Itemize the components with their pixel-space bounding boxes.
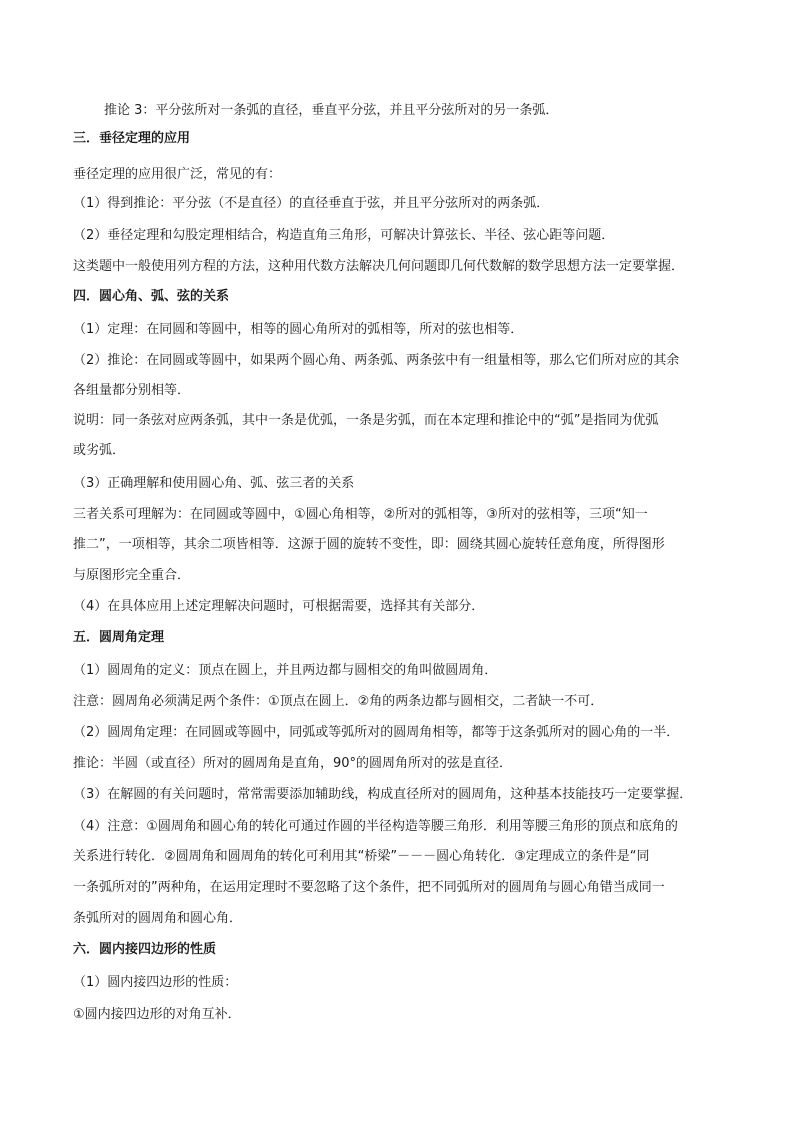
paragraph: （1）定理：在同圆和等圆中，相等的圆心角所对的弧相等，所对的弦也相等． (73, 322, 524, 337)
paragraph: （4）注意：①圆周角和圆心角的转化可通过作圆的半径构造等腰三角形．利用等腰三角形的顶点和底角的 (73, 819, 678, 834)
paragraph: （2）圆周角定理：在同圆或等圆中，同弧或等弧所对的圆周角相等，都等于这条弧所对的圆心角的一半． (73, 725, 680, 740)
paragraph: 三者关系可理解为：在同圆或等圆中，①圆心角相等，②所对的弧相等，③所对的弦相等，三项“知一 (73, 507, 648, 522)
paragraph: （4）在具体应用上述定理解决问题时，可根据需要，选择其有关部分． (73, 599, 485, 614)
paragraph: （1）圆周角的定义：顶点在圆上，并且两边都与圆相交的角叫做圆周角． (73, 663, 498, 678)
paragraph: （2）推论：在同圆或等圆中，如果两个圆心角、两条弧、两条弦中有一组量相等，那么它们所对应的其余 (73, 353, 680, 368)
paragraph: （3）正确理解和使用圆心角、弧、弦三者的关系 (73, 476, 355, 491)
paragraph: 这类题中一般使用列方程的方法，这种用代数方法解决几何问题即几何代数解的数学思想方法一定要掌握． (73, 259, 685, 274)
section-6-heading: 六．圆内接四边形的性质 (73, 942, 217, 957)
paragraph: （1）圆内接四边形的性质： (73, 975, 238, 990)
paragraph: 垂径定理的应用很广泛，常见的有： (73, 167, 282, 182)
paragraph: 说明：同一条弦对应两条弧，其中一条是优弧，一条是劣弧，而在本定理和推论中的“弧”是指同为优弧 (73, 413, 659, 428)
paragraph: 推二”，一项相等，其余二项皆相等．这源于圆的旋转不变性，即：圆绕其圆心旋转任意角度，所得图形 (73, 537, 665, 552)
paragraph: 一条弧所对的”两种角，在运用定理时不要忽略了这个条件，把不同弧所对的圆周角与圆心角错当成同一 (73, 880, 665, 895)
section-3-heading: 三．垂径定理的应用 (73, 131, 191, 146)
corollary-3: 推论 3：平分弦所对一条弧的直径，垂直平分弦，并且平分弦所对的另一条弧． (104, 103, 559, 118)
paragraph: 注意：圆周角必须满足两个条件：①顶点在圆上．②角的两条边都与圆相交，二者缺一不可． (73, 694, 604, 709)
paragraph: 与原图形完全重合． (73, 568, 191, 583)
section-5-heading: 五．圆周角定理 (73, 630, 165, 645)
paragraph: 关系进行转化．②圆周角和圆周角的转化可利用其“桥梁”－－－圆心角转化．③定理成立的条件是“同 (73, 849, 650, 864)
paragraph: （2）垂径定理和勾股定理相结合，构造直角三角形，可解决计算弦长、半径、弦心距等问题． (73, 228, 615, 243)
paragraph: 推论：半圆（或直径）所对的圆周角是直角，90°的圆周角所对的弦是直径． (73, 756, 513, 771)
paragraph: ①圆内接四边形的对角互补． (73, 1007, 241, 1022)
paragraph: 或劣弧． (73, 443, 126, 458)
paragraph: 条弧所对的圆周角和圆心角． (73, 911, 243, 926)
paragraph: （3）在解圆的有关问题时，常常需要添加辅助线，构成直径所对的圆周角，这种基本技能技巧一定要掌握． (73, 787, 693, 802)
section-4-heading: 四．圆心角、弧、弦的关系 (73, 289, 230, 304)
paragraph: （1）得到推论：平分弦（不是直径）的直径垂直于弦，并且平分弦所对的两条弧． (73, 196, 550, 211)
paragraph: 各组量都分别相等． (73, 383, 191, 398)
